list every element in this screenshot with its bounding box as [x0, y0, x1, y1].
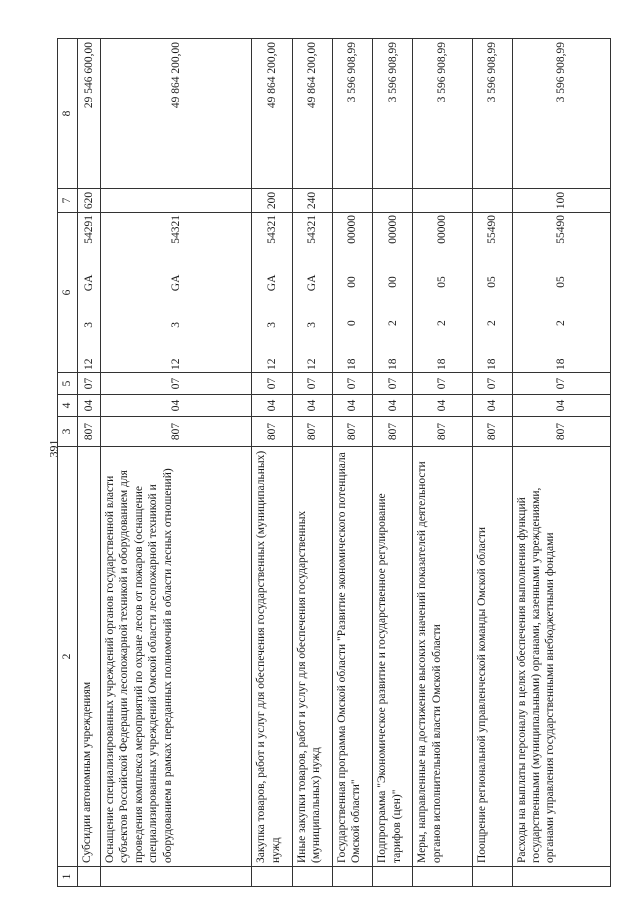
- program-code: [386, 215, 400, 370]
- header-cell: 5: [58, 373, 78, 395]
- row-col5-cell: 07: [252, 373, 292, 395]
- row-col4-cell: 04: [101, 395, 252, 417]
- code-part: 12: [82, 358, 95, 370]
- row-col3-cell: 807: [472, 417, 512, 447]
- row-col1-cell: [101, 867, 252, 887]
- code-part: 55490: [485, 215, 498, 244]
- row-col7-cell: [413, 189, 472, 213]
- code-part: 00000: [346, 215, 359, 244]
- row-col1-cell: [413, 867, 472, 887]
- row-col4-cell: 04: [373, 395, 413, 417]
- row-col7-cell: [373, 189, 413, 213]
- row-amount-cell: 49 864 200,00: [252, 39, 292, 189]
- row-col5-cell: 07: [512, 373, 610, 395]
- row-col5-cell: 07: [373, 373, 413, 395]
- code-part: 2: [555, 320, 568, 326]
- row-col4-cell: 04: [472, 395, 512, 417]
- row-col7-cell: [101, 189, 252, 213]
- row-amount-cell: 49 864 200,00: [101, 39, 252, 189]
- row-col7-cell: 620: [78, 189, 101, 213]
- row-amount-cell: 49 864 200,00: [292, 39, 332, 189]
- code-part: 54321: [265, 215, 278, 244]
- code-part: 05: [485, 276, 498, 288]
- header-cell: 8: [58, 39, 78, 189]
- row-code-cell: [101, 213, 252, 373]
- code-part: 2: [386, 320, 399, 326]
- code-part: 00000: [386, 215, 399, 244]
- budget-table: [57, 38, 611, 887]
- row-amount-cell: 3 596 908,99: [332, 39, 372, 189]
- code-part: 54291: [82, 215, 95, 244]
- code-part: 18: [436, 358, 449, 370]
- code-part: 54321: [306, 215, 319, 244]
- row-col1-cell: [373, 867, 413, 887]
- code-part: 12: [265, 358, 278, 370]
- row-col1-cell: [332, 867, 372, 887]
- row-name-cell: Подпрограмма "Экономическое развитие и государственное регулирование тарифов (цен)": [373, 447, 413, 867]
- code-part: 2: [485, 320, 498, 326]
- row-col5-cell: 07: [78, 373, 101, 395]
- table-row: [332, 39, 372, 887]
- code-part: 00: [346, 276, 359, 288]
- program-code: [169, 215, 183, 370]
- code-part: 05: [436, 276, 449, 288]
- row-col7-cell: 100: [512, 189, 610, 213]
- row-col3-cell: 807: [292, 417, 332, 447]
- code-part: 18: [555, 358, 568, 370]
- row-col5-cell: 07: [292, 373, 332, 395]
- row-name-cell: Поощрение региональной управленческой команды Омской области: [472, 447, 512, 867]
- row-name-cell: Оснащение специализированных учреждений органов государственной власти субъектов Российской Федерации лесопожарной техникой и оборудованием для проведения комплекса мероприятий по охране лесов от пожаров (оснащение специализированных учреждений Омской области лесопожарной техникой и оборудованием в рамках переданных полномочий в области лесных отношений): [101, 447, 252, 867]
- code-part: 3: [170, 321, 183, 328]
- row-code-cell: [252, 213, 292, 373]
- row-col3-cell: 807: [512, 417, 610, 447]
- table-row: [78, 39, 101, 887]
- row-col5-cell: 07: [101, 373, 252, 395]
- row-code-cell: [472, 213, 512, 373]
- program-code: [305, 215, 319, 370]
- code-part: 3: [265, 321, 278, 328]
- row-col7-cell: [472, 189, 512, 213]
- row-col3-cell: 807: [78, 417, 101, 447]
- budget-table-rotated: [57, 39, 611, 887]
- code-part: 12: [170, 358, 183, 370]
- table-row: [252, 39, 292, 887]
- row-col3-cell: 807: [413, 417, 472, 447]
- row-name-cell: Расходы на выплаты персоналу в целях обеспечения выполнения функций государственными (муниципальными) органами, казенными учреждениями, органами управления государственными внебюджетными фондами: [512, 447, 610, 867]
- program-code: [345, 215, 359, 370]
- row-col4-cell: 04: [413, 395, 472, 417]
- row-name-cell: Меры, направленные на достижение высоких значений показателей деятельности органов исполнительной власти Омской области: [413, 447, 472, 867]
- page-number: 391: [46, 439, 61, 458]
- code-part: 18: [386, 358, 399, 370]
- row-col3-cell: 807: [332, 417, 372, 447]
- row-col1-cell: [292, 867, 332, 887]
- code-part: 18: [485, 358, 498, 370]
- row-amount-cell: 3 596 908,99: [472, 39, 512, 189]
- header-cell: 1: [58, 867, 78, 887]
- code-part: 54321: [170, 215, 183, 244]
- code-part: 18: [346, 358, 359, 370]
- header-cell: 3: [58, 417, 78, 447]
- program-code: [435, 215, 449, 370]
- table-row: [413, 39, 472, 887]
- row-col4-cell: 04: [78, 395, 101, 417]
- row-name-cell: Государственная программа Омской области "Развитие экономического потенциала Омской области": [332, 447, 372, 867]
- program-code: [265, 215, 279, 370]
- code-part: 00000: [436, 215, 449, 244]
- row-col1-cell: [252, 867, 292, 887]
- code-part: 2: [436, 320, 449, 326]
- row-col3-cell: 807: [252, 417, 292, 447]
- row-code-cell: [332, 213, 372, 373]
- header-row: [58, 39, 78, 887]
- code-part: 12: [306, 358, 319, 370]
- row-col5-cell: 07: [332, 373, 372, 395]
- code-part: 00: [386, 276, 399, 288]
- row-code-cell: [78, 213, 101, 373]
- table-row: [101, 39, 252, 887]
- program-code: [554, 215, 568, 370]
- row-col1-cell: [512, 867, 610, 887]
- code-part: 0: [346, 320, 359, 326]
- row-col7-cell: [332, 189, 372, 213]
- row-code-cell: [413, 213, 472, 373]
- row-col3-cell: 807: [373, 417, 413, 447]
- header-cell: 7: [58, 189, 78, 213]
- row-col7-cell: 200: [252, 189, 292, 213]
- header-cell: 2: [58, 447, 78, 867]
- row-col4-cell: 04: [292, 395, 332, 417]
- header-cell: 4: [58, 395, 78, 417]
- row-amount-cell: 29 546 600,00: [78, 39, 101, 189]
- row-col5-cell: 07: [413, 373, 472, 395]
- code-part: GA: [306, 274, 319, 292]
- code-part: 3: [82, 321, 95, 328]
- row-code-cell: [292, 213, 332, 373]
- program-code: [82, 215, 96, 370]
- row-col4-cell: 04: [332, 395, 372, 417]
- row-col1-cell: [472, 867, 512, 887]
- code-part: GA: [82, 274, 95, 292]
- code-part: GA: [170, 274, 183, 292]
- row-code-cell: [512, 213, 610, 373]
- row-amount-cell: 3 596 908,99: [413, 39, 472, 189]
- code-part: GA: [265, 274, 278, 292]
- table-row: [373, 39, 413, 887]
- row-col4-cell: 04: [512, 395, 610, 417]
- row-col3-cell: 807: [101, 417, 252, 447]
- header-cell: 6: [58, 213, 78, 373]
- row-col5-cell: 07: [472, 373, 512, 395]
- table-row: [472, 39, 512, 887]
- row-code-cell: [373, 213, 413, 373]
- code-part: 55490: [555, 215, 568, 244]
- row-name-cell: Закупка товаров, работ и услуг для обеспечения государственных (муниципальных) нужд: [252, 447, 292, 867]
- table-row: [292, 39, 332, 887]
- row-amount-cell: 3 596 908,99: [512, 39, 610, 189]
- code-part: 3: [306, 321, 319, 328]
- code-part: 05: [555, 276, 568, 288]
- row-col4-cell: 04: [252, 395, 292, 417]
- row-name-cell: Субсидии автономным учреждениям: [78, 447, 101, 867]
- row-amount-cell: 3 596 908,99: [373, 39, 413, 189]
- row-name-cell: Иные закупки товаров, работ и услуг для обеспечения государственных (муниципальных) нужд: [292, 447, 332, 867]
- row-col7-cell: 240: [292, 189, 332, 213]
- program-code: [485, 215, 499, 370]
- table-row: [512, 39, 610, 887]
- row-col1-cell: [78, 867, 101, 887]
